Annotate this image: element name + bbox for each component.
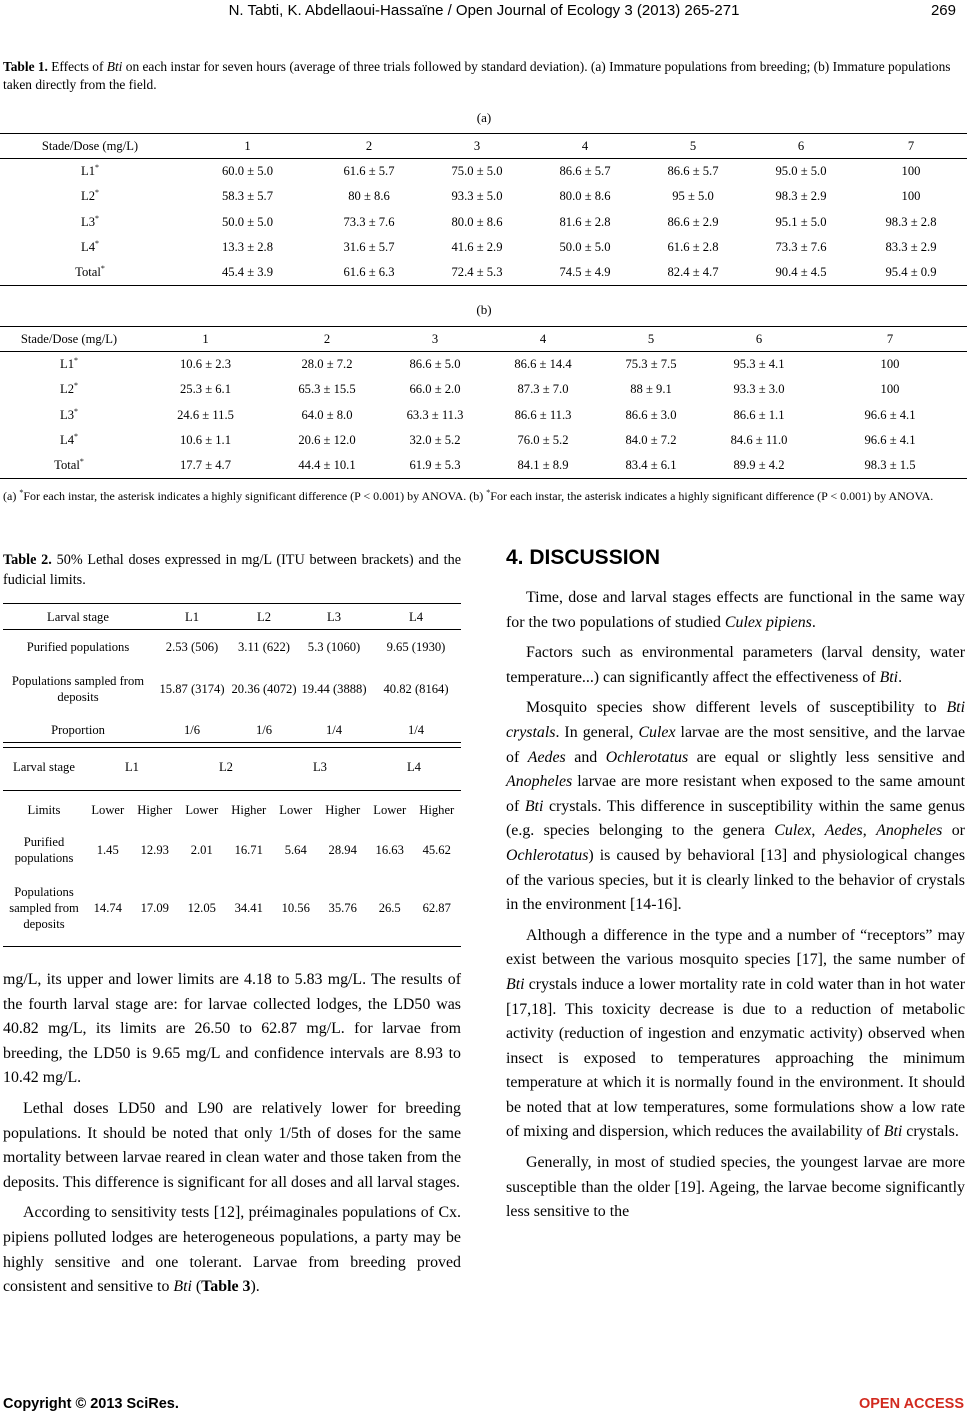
value-cell: 84.0 ± 7.2 xyxy=(625,433,677,448)
stage-label: L4 xyxy=(81,240,95,255)
table-row xyxy=(0,159,967,184)
table-row xyxy=(0,235,967,260)
text-run: Time, dose and larval stages effects are functional in the same way for the two populations of studied xyxy=(506,589,965,631)
stage-label: L4 xyxy=(60,433,74,448)
value-cell: 5.64 xyxy=(284,842,307,857)
table1a xyxy=(0,133,967,286)
text-run: and xyxy=(565,748,606,766)
header-cell: L2 xyxy=(218,759,233,774)
value-cell: 74.5 ± 4.9 xyxy=(559,265,611,280)
value-cell: 86.6 ± 14.4 xyxy=(514,357,572,372)
text-run: Ochlerotatus xyxy=(506,846,589,864)
value-cell: 32.0 ± 5.2 xyxy=(409,433,461,448)
discussion-paragraph-4 xyxy=(506,924,965,1145)
table-row xyxy=(0,453,967,478)
value-cell: 98.3 ± 1.5 xyxy=(864,458,916,473)
stage-label: L2 xyxy=(81,189,95,204)
value-cell: 16.63 xyxy=(375,842,404,857)
discussion-paragraph-3 xyxy=(506,696,965,917)
table1a-label: (a) xyxy=(476,110,492,125)
left-paragraph-1: mg/L, its upper and lower limits are 4.18 to 5.83 mg/L. The results of the fourth larval stage are: for larvae collected lodges, the LD50 was 40.82 mg/L, its limits are 26.50 to 62.87 mg/L. for larvae from breeding, the LD50 is 9.65 mg/L and confidence intervals are 8.93 to 10.42 mg/L. xyxy=(3,971,461,1087)
header-cell: 5 xyxy=(647,331,655,346)
value-cell: 73.3 ± 7.6 xyxy=(775,240,827,255)
left-column-text xyxy=(3,968,461,1300)
value-cell: 60.0 ± 5.0 xyxy=(222,164,273,179)
value-cell: 84.6 ± 11.0 xyxy=(730,433,788,448)
table1-caption xyxy=(3,58,965,94)
table2-lethal-doses xyxy=(3,603,461,748)
table-row xyxy=(0,403,967,428)
value-cell: 1/4 xyxy=(325,723,343,738)
value-cell: 86.6 ± 11.3 xyxy=(514,407,572,422)
value-cell: 1.45 xyxy=(96,842,119,857)
table1-caption-text: Effects of xyxy=(47,59,107,74)
header-cell: 5 xyxy=(689,138,697,153)
table-row xyxy=(0,352,967,377)
value-cell: 10.6 ± 2.3 xyxy=(180,357,231,372)
table-row xyxy=(0,377,967,402)
header-cell: 3 xyxy=(431,331,439,346)
stage-cell xyxy=(0,428,138,453)
value-cell: 17.7 ± 4.7 xyxy=(180,458,231,473)
value-cell: 86.6 ± 3.0 xyxy=(625,407,677,422)
value-cell: 35.76 xyxy=(328,901,357,916)
copyright: Copyright © 2013 SciRes. xyxy=(3,1396,179,1412)
value-cell: 65.3 ± 15.5 xyxy=(298,382,356,397)
value-cell: 45.4 ± 3.9 xyxy=(222,265,273,280)
text-run: ) is caused by behavioral [13] and physiological changes of the various species, but it is clearly linked to the behavior of crystals in the environment [14-16]. xyxy=(506,846,965,914)
higher-label: Higher xyxy=(419,802,455,817)
value-cell: 95.4 ± 0.9 xyxy=(885,265,937,280)
stage-label: L1 xyxy=(81,164,95,179)
value-cell: 80 ± 8.6 xyxy=(348,189,390,204)
table-row xyxy=(3,871,461,947)
stage-label: L2 xyxy=(60,382,74,397)
text-run: Ochlerotatus xyxy=(605,748,689,766)
text-run: Bti xyxy=(173,1278,192,1296)
lower-label: Lower xyxy=(279,802,313,817)
text-run: Aedes xyxy=(824,822,863,840)
table2-label: Table 2. xyxy=(3,552,52,568)
significance-asterisk: * xyxy=(74,432,78,442)
value-cell: 1/4 xyxy=(407,723,425,738)
text-run: Factors such as environmental parameters (larval density, water temperature...) can significantly affect the effectiveness of xyxy=(506,644,965,686)
text-run: Mosquito species show different levels of susceptibility to xyxy=(526,699,947,717)
higher-label: Higher xyxy=(137,802,173,817)
discussion-heading: 4. DISCUSSION xyxy=(506,546,661,569)
discussion-paragraph-2 xyxy=(506,641,965,690)
stage-cell xyxy=(0,377,138,402)
significance-asterisk: * xyxy=(95,188,99,198)
value-cell: 81.6 ± 2.8 xyxy=(559,214,611,229)
stage-cell xyxy=(0,453,138,478)
value-cell: 63.3 ± 11.3 xyxy=(406,407,464,422)
significance-asterisk: * xyxy=(74,406,78,416)
higher-label: Higher xyxy=(325,802,361,817)
value-cell: Purified populations xyxy=(26,639,130,654)
significance-asterisk: * xyxy=(95,163,99,173)
discussion-text xyxy=(506,586,965,1225)
header-cell: 1 xyxy=(202,331,209,346)
header-cell: 7 xyxy=(907,138,915,153)
running-header xyxy=(0,0,968,24)
value-cell: 95 ± 5.0 xyxy=(672,189,714,204)
header-cell: L1 xyxy=(124,759,139,774)
value-cell: 1/6 xyxy=(183,723,201,738)
header-cell: Larval stage xyxy=(13,759,75,774)
text-run: . xyxy=(811,613,816,631)
header-cell: Stade/Dose (mg/L) xyxy=(20,331,118,346)
value-cell: 98.3 ± 2.9 xyxy=(775,189,827,204)
header-cell: 2 xyxy=(323,331,331,346)
value-cell: 86.6 ± 5.0 xyxy=(409,357,461,372)
table1b xyxy=(0,326,967,479)
lower-label: Lower xyxy=(185,802,219,817)
value-cell: 66.0 ± 2.0 xyxy=(409,382,461,397)
header-cell: L4 xyxy=(409,609,423,624)
header-cell: 7 xyxy=(886,331,894,346)
value-cell: 62.87 xyxy=(422,901,451,916)
table-row xyxy=(3,630,461,664)
row-label: Purified populations xyxy=(14,834,74,865)
value-cell: 64.0 ± 8.0 xyxy=(301,407,353,422)
value-cell: 90.4 ± 4.5 xyxy=(775,265,827,280)
value-cell: 86.6 ± 5.7 xyxy=(559,164,611,179)
footnote-prefix: (a) xyxy=(3,489,20,503)
value-cell: 61.6 ± 6.3 xyxy=(343,265,395,280)
text-run: are equal or slightly less sensitive and xyxy=(688,748,965,766)
value-cell: 87.3 ± 7.0 xyxy=(517,382,569,397)
value-cell: 50.0 ± 5.0 xyxy=(222,214,273,229)
text-run: Bti xyxy=(524,797,544,815)
lower-label: Lower xyxy=(373,802,407,817)
value-cell: 2.01 xyxy=(190,842,213,857)
value-cell: 100 xyxy=(880,357,900,372)
significance-asterisk: * xyxy=(74,356,78,366)
value-cell: 20.36 (4072) xyxy=(231,681,297,696)
running-title: N. Tabti, K. Abdellaoui-Hassaïne / Open Journal of Ecology 3 (2013) 265-271 xyxy=(228,2,740,19)
table-header-row xyxy=(0,327,967,352)
header-cell: Stade/Dose (mg/L) xyxy=(41,138,139,153)
value-cell: 100 xyxy=(880,382,900,397)
value-cell: 31.6 ± 5.7 xyxy=(343,240,395,255)
table-header-row xyxy=(3,743,461,791)
value-cell: 2.53 (506) xyxy=(165,639,219,654)
stage-cell xyxy=(0,235,180,260)
text-run: Although a difference in the type and a number of “receptors” may exist between the various mosquito species [17], the same number of xyxy=(506,926,965,969)
value-cell: 83.4 ± 6.1 xyxy=(625,458,677,473)
value-cell: 50.0 ± 5.0 xyxy=(559,240,611,255)
text-run: larvae are more resistant when exposed to the same amount of xyxy=(506,773,965,815)
text-run: , xyxy=(862,822,877,840)
table-row xyxy=(0,210,967,235)
value-cell: 12.05 xyxy=(187,901,216,916)
header-cell: 3 xyxy=(473,138,481,153)
page-number: 269 xyxy=(930,2,956,19)
value-cell: 72.4 ± 5.3 xyxy=(451,265,503,280)
open-access-badge: OPEN ACCESS xyxy=(858,1396,964,1412)
value-cell: 58.3 ± 5.7 xyxy=(222,189,273,204)
value-cell: 5.3 (1060) xyxy=(307,639,361,654)
table2-caption xyxy=(3,550,461,590)
table2-limits xyxy=(3,742,461,947)
stage-cell xyxy=(0,184,180,209)
value-cell: 80.0 ± 8.6 xyxy=(451,214,503,229)
stage-label: L3 xyxy=(60,407,74,422)
significance-asterisk: * xyxy=(74,381,78,391)
table3-reference: Table 3 xyxy=(201,1278,251,1296)
value-cell: 16.71 xyxy=(234,842,263,857)
value-cell: 82.4 ± 4.7 xyxy=(667,265,719,280)
value-cell: 86.6 ± 2.9 xyxy=(667,214,719,229)
value-cell: 44.4 ± 10.1 xyxy=(298,458,356,473)
stage-cell xyxy=(0,403,138,428)
value-cell: 100 xyxy=(901,164,921,179)
stage-cell xyxy=(0,210,180,235)
stage-label: L1 xyxy=(60,357,74,372)
value-cell: 10.6 ± 1.1 xyxy=(180,433,231,448)
stage-label: L3 xyxy=(81,214,95,229)
value-cell: 95.1 ± 5.0 xyxy=(775,214,827,229)
table1-label: Table 1. xyxy=(3,59,48,74)
value-cell: 40.82 (8164) xyxy=(383,681,449,696)
text-run: ( xyxy=(191,1278,202,1296)
left-paragraph-3 xyxy=(3,1201,461,1299)
header-cell: 6 xyxy=(755,331,763,346)
higher-label: Higher xyxy=(231,802,267,817)
table2-caption-text: 50% Lethal doses expressed in mg/L (ITU between brackets) and the fudicial limits. xyxy=(3,552,461,588)
text-run: Bti xyxy=(883,1123,903,1141)
text-run: crystals induce a lower mortality rate in cold water than in hot water [17,18]. This toxicity decrease is due to a reduction of metabolic activity (reduction of ingestion and enzymatic activity) observed when insect is exposed to temperatures approaching the minimum temperature at which it is normally found in the environment. It should be noted that at low temperatures, some formulations show a low rate of mixing and dispersion, which reduces the availability of xyxy=(506,975,965,1141)
table-row xyxy=(3,829,461,871)
value-cell: 95.0 ± 5.0 xyxy=(775,164,827,179)
value-cell: 24.6 ± 11.5 xyxy=(177,407,234,422)
value-cell: 73.3 ± 7.6 xyxy=(343,214,395,229)
limits-row xyxy=(3,791,461,829)
header-cell: Larval stage xyxy=(47,609,109,624)
footnote-a: For each instar, the asterisk indicates a highly significant difference (P < 0.001) by ANOVA. (b) xyxy=(23,489,487,503)
value-cell: 84.1 ± 8.9 xyxy=(517,458,569,473)
footnote-asterisk: * xyxy=(486,488,491,497)
text-run: According to sensitivity tests [12], préimaginales populations of Cx. pipiens polluted lodges are heterogeneous populations, a party may be highly sensitive and one tolerant. Larvae from breeding proved consistent and sensitive to xyxy=(3,1204,461,1296)
text-run: Culex xyxy=(638,723,676,741)
header-cell: 1 xyxy=(244,138,251,153)
text-run: crystals. This difference in susceptibility within the same genus (e.g. species belonging to the genera xyxy=(506,797,965,840)
significance-asterisk: * xyxy=(95,213,99,223)
header-cell: L3 xyxy=(312,759,327,774)
significance-asterisk: * xyxy=(100,264,105,274)
value-cell: 41.6 ± 2.9 xyxy=(451,240,503,255)
value-cell: 10.56 xyxy=(281,901,310,916)
value-cell: 75.0 ± 5.0 xyxy=(451,164,503,179)
text-run: . xyxy=(898,668,903,686)
value-cell: Proportion xyxy=(51,723,105,738)
footnote-b: For each instar, the asterisk indicates a highly significant difference (P < 0.001) by ANOVA. xyxy=(490,489,934,503)
header-cell: L2 xyxy=(257,609,271,624)
text-run: Anopheles xyxy=(506,773,573,791)
text-run: Culex xyxy=(774,822,812,840)
value-cell: 80.0 ± 8.6 xyxy=(559,189,611,204)
row-label: Populations sampled from deposits xyxy=(9,885,79,932)
value-cell: 34.41 xyxy=(234,901,263,916)
value-cell: 76.0 ± 5.2 xyxy=(517,433,569,448)
discussion-paragraph-5: Generally, in most of studied species, the youngest larvae are more susceptible than the older [19]. Ageing, the larvae become significantly less sensitive to the xyxy=(506,1154,965,1221)
value-cell: 19.44 (3888) xyxy=(301,681,367,696)
value-cell: 83.3 ± 2.9 xyxy=(885,240,937,255)
table-header-row xyxy=(3,604,461,630)
value-cell: 89.9 ± 4.2 xyxy=(733,458,785,473)
value-cell: 93.3 ± 3.0 xyxy=(733,382,785,397)
value-cell: 98.3 ± 2.8 xyxy=(885,214,937,229)
significance-asterisk: * xyxy=(95,239,99,249)
text-run: or xyxy=(942,822,965,840)
lower-label: Lower xyxy=(91,802,125,817)
value-cell: 3.11 (622) xyxy=(238,639,290,654)
value-cell: 95.3 ± 4.1 xyxy=(733,357,785,372)
value-cell: 28.0 ± 7.2 xyxy=(301,357,353,372)
significance-asterisk: * xyxy=(79,457,84,467)
text-run: . In general, xyxy=(555,723,639,741)
text-run: Culex pipiens xyxy=(724,613,812,631)
text-run: Anopheles xyxy=(876,822,943,840)
header-cell: 4 xyxy=(581,138,589,153)
table-row xyxy=(3,664,461,714)
text-run: Aedes xyxy=(527,748,566,766)
table-row xyxy=(0,260,967,285)
value-cell: 13.3 ± 2.8 xyxy=(222,240,273,255)
value-cell: 17.09 xyxy=(140,901,169,916)
text-run: Bti crystals xyxy=(506,699,965,741)
value-cell: 96.6 ± 4.1 xyxy=(864,407,916,422)
text-run: , xyxy=(811,822,825,840)
value-cell: 26.5 xyxy=(378,901,401,916)
table-row xyxy=(0,184,967,209)
table1-caption-text-2: on each instar for seven hours (average of three trials followed by standard deviation). (a) Immature populations from breeding; (b) Immature populations taken directly from the field. xyxy=(3,59,951,92)
text-run: Bti xyxy=(879,668,899,686)
text-run: ). xyxy=(250,1278,260,1296)
value-cell: 12.93 xyxy=(140,842,169,857)
value-cell: 9.65 (1930) xyxy=(386,639,446,654)
header-cell: L4 xyxy=(406,759,421,774)
value-cell: 100 xyxy=(901,189,921,204)
table-header-row xyxy=(0,134,967,159)
value-cell: 61.6 ± 5.7 xyxy=(343,164,395,179)
value-cell: 20.6 ± 12.0 xyxy=(298,433,356,448)
stage-cell xyxy=(0,352,138,377)
value-cell: 86.6 ± 1.1 xyxy=(733,407,785,422)
value-cell: 93.3 ± 5.0 xyxy=(451,189,503,204)
table1b-label: (b) xyxy=(476,302,492,317)
value-cell: 14.74 xyxy=(93,901,122,916)
limits-label: Limits xyxy=(27,802,61,817)
header-cell: 2 xyxy=(365,138,373,153)
header-cell: 4 xyxy=(539,331,547,346)
value-cell: 1/6 xyxy=(255,723,273,738)
table1-footnote xyxy=(3,488,965,504)
text-run: crystals. xyxy=(902,1123,959,1141)
table-row xyxy=(0,428,967,453)
stage-label: Total xyxy=(54,458,80,473)
footnote-asterisk: * xyxy=(19,488,24,497)
value-cell: 25.3 ± 6.1 xyxy=(180,382,231,397)
value-cell: 96.6 ± 4.1 xyxy=(864,433,916,448)
left-paragraph-2: Lethal doses LD50 and L90 are relatively lower for breeding populations. It should be noted that only 1/5th of doses for the same mortality between larvae reared in clean water and those taken from the deposits. This difference is significant for all doses and all larval stages. xyxy=(3,1099,461,1191)
header-cell: L3 xyxy=(327,609,341,624)
table1-caption-italic: Bti xyxy=(106,59,123,74)
value-cell: 86.6 ± 5.7 xyxy=(667,164,719,179)
discussion-paragraph-1 xyxy=(506,586,965,635)
value-cell: Populations sampled from deposits xyxy=(11,673,145,704)
stage-cell xyxy=(0,260,180,285)
value-cell: 88 ± 9.1 xyxy=(630,382,672,397)
value-cell: 28.94 xyxy=(328,842,357,857)
text-run: larvae are the most sensitive, and the larvae of xyxy=(506,723,965,766)
text-run: Bti xyxy=(506,975,525,993)
value-cell: 45.62 xyxy=(422,842,451,857)
value-cell: 61.6 ± 2.8 xyxy=(667,240,719,255)
header-cell: L1 xyxy=(185,609,199,624)
stage-cell xyxy=(0,159,180,184)
value-cell: 15.87 (3174) xyxy=(159,681,225,696)
stage-label: Total xyxy=(75,265,101,280)
header-cell: 6 xyxy=(797,138,805,153)
value-cell: 61.9 ± 5.3 xyxy=(409,458,461,473)
value-cell: 75.3 ± 7.5 xyxy=(625,357,677,372)
